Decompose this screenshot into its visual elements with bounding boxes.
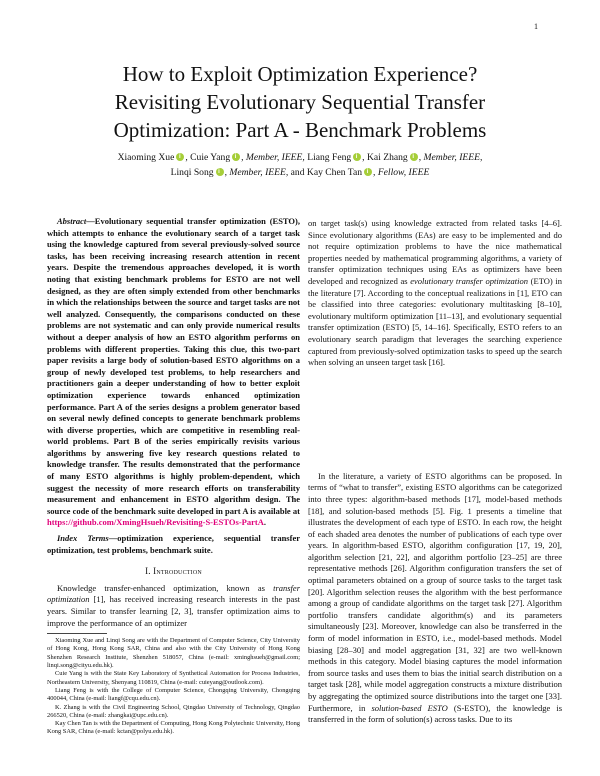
page-number: 1	[534, 22, 538, 31]
source-code-link[interactable]: https://github.com/XmingHsueh/Revisiting-S-ESTOs-PartA	[47, 517, 264, 528]
title-line-3: Optimization: Part A - Benchmark Problems	[113, 118, 487, 142]
title-line-1: How to Exploit Optimization Experience?	[122, 62, 478, 86]
title-line-2: Revisiting Evolutionary Sequential Transfer	[114, 90, 486, 114]
orcid-icon[interactable]	[353, 153, 361, 161]
orcid-icon[interactable]	[176, 153, 184, 161]
footnote: K. Zhang is with the Civil Engineering School, Qingdao University of Technology, Qingdao 266520, China (e-mail: zhangkai@upc.edu.cn).	[47, 703, 300, 719]
index-terms: Index Terms—optimization experience, sequential transfer optimization, test problems, benchmark suite.	[47, 533, 300, 555]
orcid-icon[interactable]	[232, 153, 240, 161]
footnote: Kay Chen Tan is with the Department of Computing, Hong Kong Polytechnic University, Hong Kong SAR, China (e-mail: kctan@polyu.edu.hk).	[47, 720, 300, 736]
footnote: Cuie Yang is with the State Key Laboratory of Synthetical Automation for Process Industries, Northeastern University, Shenyang 110819, China (e-mail: cuieyang@outlook.com).	[47, 670, 300, 686]
abstract: Abstract—Evolutionary sequential transfer optimization (ESTO), which attempts to enhance the evolutionary search of a target task using the knowledge captured from several previously-solved source tasks, has been receiving increasing research attention in recent years. Despite the tremendous approaches developed, it is worth noting that existing benchmark problems for ESTO are not well designed, as they are often simply extended from other benchmarks in which the relationships between the source and target tasks are not well analyzed. Consequently, the comparisons conducted on these problems are not systematic and can only provide numerical results without a deeper analysis of how an ESTO algorithm performs on problems with different properties. Taking this clue, this two-part paper revisits a large body of solution-based ESTO algorithms on a group of newly developed test problems, to help researchers and practitioners gain a deeper understanding of how to better exploit optimization experience towards enhanced optimization performance. Part A of the series designs a problem generator based on several newly defined concepts to generate benchmark problems with diverse properties, which are competitive in resembling real-world problems. Part B of the series empirically revisits various algorithms by answering five key research questions related to knowledge transfer. The results demonstrated that the performance of many ESTO algorithms is highly problem-dependent, which suggest the necessity of more research efforts on transferability measurement and enhancement in ESTO algorithm design. The source code of the benchmark suite developed in part A is available at https://github.com/XmingHsueh/Revisiting-S-ESTOs-PartA.	[47, 216, 300, 528]
author-name: Liang Feng	[307, 152, 352, 163]
author-name: Xiaoming Xue	[117, 152, 175, 163]
body-paragraph: In the literature, a variety of ESTO algorithms can be proposed. In terms of “what to transfer”, existing ESTO algorithms can be categorized into three types: algorithm-based methods [17], model-based methods [18], and solution-based methods [5]. Fig. 1 presents a timeline that illustrates the development of each type of ESTO. In each row, the height of each shaded area denotes the number of publications of each type over years. In algorithm-based ESTO, algorithm configuration [17, 19, 20], algorithm selection [21, 22], and algorithm portfolio [23–25] are three representative methods [26]. Algorithm configuration transfers the set of optimal parameters obtained on a group of source tasks to the target task [20]. Algorithm selection reuses the algorithm with the best performance among a group of candidate algorithms on the target task [27]. Algorithm portfolio transfers candidate algorithm(s) and its parameters simultaneously [23]. Moreover, knowledge can also be transferred in the form of model information in ESTO, i.e., model-based methods. Model biasing [28–30] and model aggregation [31, 32] are two well-known methods in this category. Model biasing captures the model information from source tasks and uses them to bias the initial search distribution on a target task [28], while model aggregation constructs a mixture distribution by aggregating the optimized source distributions into the target one [33]. Furthermore, in solution-based ESTO (S-ESTO), the knowledge is transferred in the form of solution(s) across tasks. Due to its	[308, 470, 562, 725]
right-column	[308, 218, 562, 726]
intro-paragraph: Knowledge transfer-enhanced optimization, known as transfer optimization [1], has received increasing research interests in the past years. Similar to transfer learning [2, 3], transfer optimization aims to improve the performance of an optimizer	[47, 582, 300, 628]
author-role: , Fellow, IEEE	[373, 167, 430, 178]
section-heading: I. Introduction	[145, 566, 202, 577]
orcid-icon[interactable]	[410, 153, 418, 161]
author-list: Xiaoming Xuei , Cuie Yangi , Member, IEEE, Liang Fengi , Kai Zhangi , Member, IEEE, Linqi Songi , Member, IEEE, and Kay Chen Tani , Fellow, IEEE	[60, 150, 540, 180]
orcid-icon[interactable]	[364, 168, 372, 176]
author-name: Kay Chen Tan	[306, 167, 363, 178]
author-name: Linqi Song	[170, 167, 214, 178]
footnote-divider	[47, 633, 107, 634]
footnote: Xiaoming Xue and Linqi Song are with the Department of Computer Science, City University of Hong Kong, Hong Kong SAR, China and also with the City University of Hong Kong Shenzhen Research Institute, Shenzhen 518057, China (e-mail: xminghsueh@gmail.com; linqi.song@cityu.edu.hk).	[47, 637, 300, 670]
paper-title	[40, 60, 560, 144]
author-role: , Member, IEEE,	[418, 152, 483, 163]
author-role: , Member, IEEE,	[241, 152, 305, 163]
footnote: Liang Feng is with the College of Computer Science, Chongqing University, Chongqing 400044, China (e-mail: liangf@cqu.edu.cn).	[47, 686, 300, 703]
footnotes	[47, 637, 300, 737]
orcid-icon[interactable]	[216, 168, 224, 176]
body-paragraph: on target task(s) using knowledge extracted from related tasks [4–6]. Since evolutionary algorithms (EAs) are easy to be implemented and do not require optimization problems to have the nice mathematical properties needed by mathematical programming algorithms, a variety of transfer optimization techniques using EAs as optimizers have been developed and recognized as evolutionary transfer optimization (ETO) in the literature [7]. According to the conceptual realizations in [1], ETO can be classified into three categories: evolutionary multitasking [8–10], evolutionary multiform optimization [11–13], and evolutionary sequential transfer optimization (ESTO) [5, 14–16]. Specifically, ESTO refers to an evolutionary search paradigm that leverages the searching experience captured from previously-solved optimization tasks to speed up the search when solving an unseen target task [16].	[308, 218, 562, 368]
left-column	[47, 216, 300, 737]
figure-space	[308, 369, 562, 471]
author-name: Kai Zhang	[366, 152, 408, 163]
author-role: , Member, IEEE,	[224, 167, 289, 178]
author-name: Cuie Yang	[190, 152, 231, 163]
